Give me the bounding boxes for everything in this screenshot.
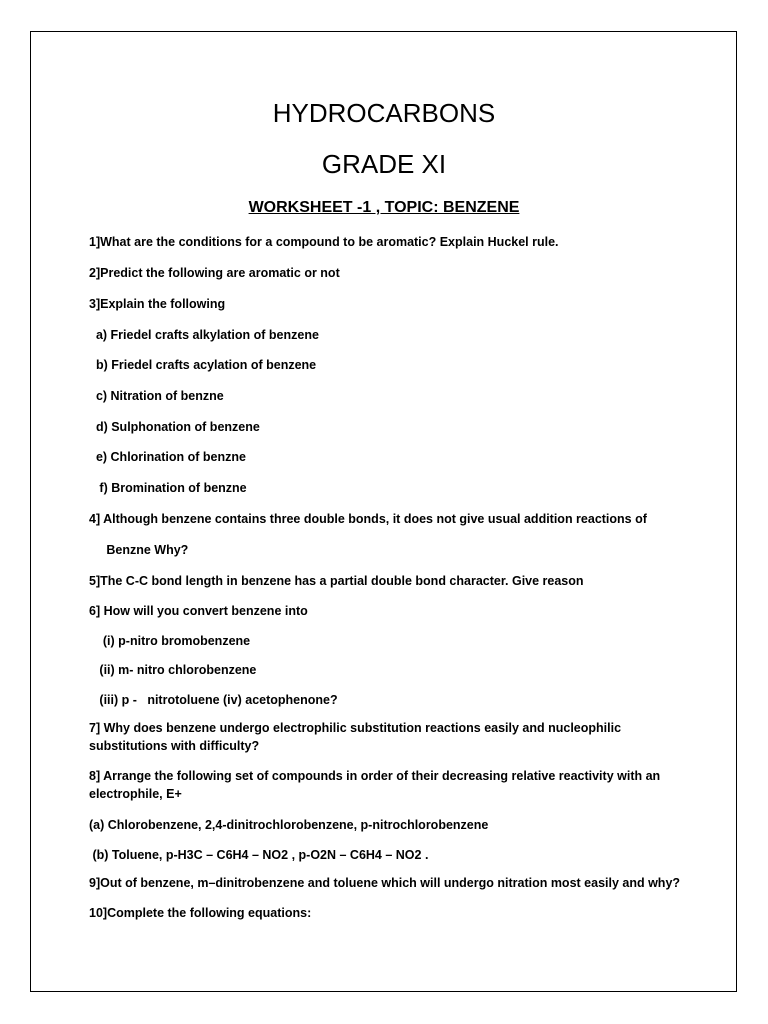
question-6ii: (ii) m- nitro chlorobenzene bbox=[89, 663, 257, 677]
question-5: 5]The C-C bond length in benzene has a partial double bond character. Give reason bbox=[89, 574, 584, 588]
question-8b: (b) Toluene, p-H3C – C6H4 – NO2 , p-O2N – C6H4 – NO2 . bbox=[89, 848, 429, 862]
question-2: 2]Predict the following are aromatic or not bbox=[89, 266, 340, 280]
question-6iii: (iii) p - nitrotoluene (iv) acetophenone? bbox=[89, 693, 338, 707]
question-3c: c) Nitration of benzne bbox=[89, 389, 224, 403]
question-3e: e) Chlorination of benzne bbox=[89, 450, 246, 464]
question-1: 1]What are the conditions for a compound to be aromatic? Explain Huckel rule. bbox=[89, 235, 559, 249]
question-10: 10]Complete the following equations: bbox=[89, 906, 312, 920]
question-9: 9]Out of benzene, m–dinitrobenzene and toluene which will undergo nitration most easily and why? bbox=[89, 876, 681, 890]
question-3d: d) Sulphonation of benzene bbox=[89, 420, 260, 434]
worksheet-heading: WORKSHEET -1 , TOPIC: BENZENE bbox=[248, 199, 520, 216]
question-8a: (a) Chlorobenzene, 2,4-dinitrochlorobenzene, p-nitrochlorobenzene bbox=[89, 818, 489, 832]
question-4: 4] Although benzene contains three double bonds, it does not give usual addition reactions of bbox=[89, 512, 647, 526]
question-3f: f) Bromination of benzne bbox=[89, 481, 247, 495]
question-4-cont: Benzne Why? bbox=[89, 543, 189, 557]
question-7: 7] Why does benzene undergo electrophilic substitution reactions easily and nucleophilic substitutions with difficulty? bbox=[89, 721, 622, 753]
question-8: 8] Arrange the following set of compounds in order of their decreasing relative reactivity with an electrophile, E+ bbox=[89, 769, 661, 801]
question-3b: b) Friedel crafts acylation of benzene bbox=[89, 358, 317, 372]
question-6i: (i) p-nitro bromobenzene bbox=[89, 634, 251, 648]
question-6: 6] How will you convert benzene into bbox=[89, 604, 308, 618]
page-title: HYDROCARBONS bbox=[272, 98, 496, 128]
grade-heading: GRADE XI bbox=[321, 149, 447, 179]
question-3: 3]Explain the following bbox=[89, 297, 226, 311]
question-3a: a) Friedel crafts alkylation of benzene bbox=[89, 328, 319, 342]
